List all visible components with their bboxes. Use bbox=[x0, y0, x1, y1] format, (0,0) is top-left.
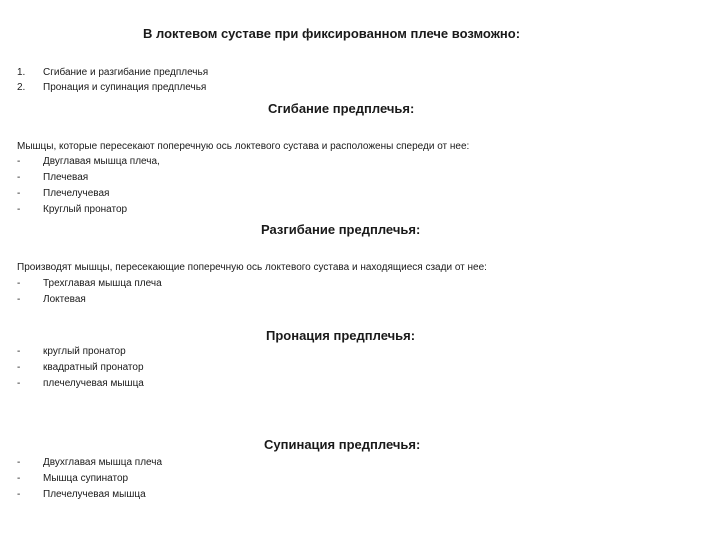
bullet-dash: - bbox=[17, 156, 21, 167]
bullet-dash: - bbox=[17, 378, 21, 389]
bullet-dash: - bbox=[17, 188, 21, 199]
bullet-dash: - bbox=[17, 172, 21, 183]
bullet-dash: - bbox=[17, 346, 21, 357]
bullet-dash: - bbox=[17, 294, 21, 305]
muscle-name: Плечелучевая мышца bbox=[43, 489, 146, 500]
list-number: 2. bbox=[17, 82, 26, 93]
muscle-name: круглый пронатор bbox=[43, 346, 126, 357]
muscle-name: Плечелучевая bbox=[43, 188, 110, 199]
muscle-name: Плечевая bbox=[43, 172, 89, 183]
muscle-name: плечелучевая мышца bbox=[43, 378, 144, 389]
bullet-dash: - bbox=[17, 473, 21, 484]
supination-heading: Супинация предплечья: bbox=[264, 437, 421, 452]
muscle-name: Круглый пронатор bbox=[43, 204, 128, 215]
list-number: 1. bbox=[17, 67, 26, 78]
muscle-name: Двуглавая мышца плеча, bbox=[43, 156, 160, 167]
muscle-name: Трехглавая мышца плеча bbox=[43, 278, 162, 289]
page-title: В локтевом суставе при фиксированном плече возможно: bbox=[143, 26, 521, 41]
muscle-name: Мышца супинатор bbox=[43, 473, 129, 484]
bullet-dash: - bbox=[17, 457, 21, 468]
extension-description: Производят мышцы, пересекающие поперечную ось локтевого сустава и находящиеся сзади от нее: bbox=[17, 262, 487, 273]
flexion-heading: Сгибание предплечья: bbox=[268, 101, 415, 116]
pronation-heading: Пронация предплечья: bbox=[266, 328, 416, 343]
bullet-dash: - bbox=[17, 278, 21, 289]
flexion-description: Мышцы, которые пересекают поперечную ось локтевого сустава и расположены спереди от нее: bbox=[17, 141, 470, 152]
list-item-text: Сгибание и разгибание предплечья bbox=[43, 67, 209, 78]
muscle-name: квадратный пронатор bbox=[43, 362, 144, 373]
extension-heading: Разгибание предплечья: bbox=[261, 222, 421, 237]
bullet-dash: - bbox=[17, 489, 21, 500]
list-item-text: Пронация и супинация предплечья bbox=[43, 82, 207, 93]
bullet-dash: - bbox=[17, 362, 21, 373]
muscle-name: Двухглавая мышца плеча bbox=[43, 457, 163, 468]
muscle-name: Локтевая bbox=[43, 294, 86, 305]
bullet-dash: - bbox=[17, 204, 21, 215]
